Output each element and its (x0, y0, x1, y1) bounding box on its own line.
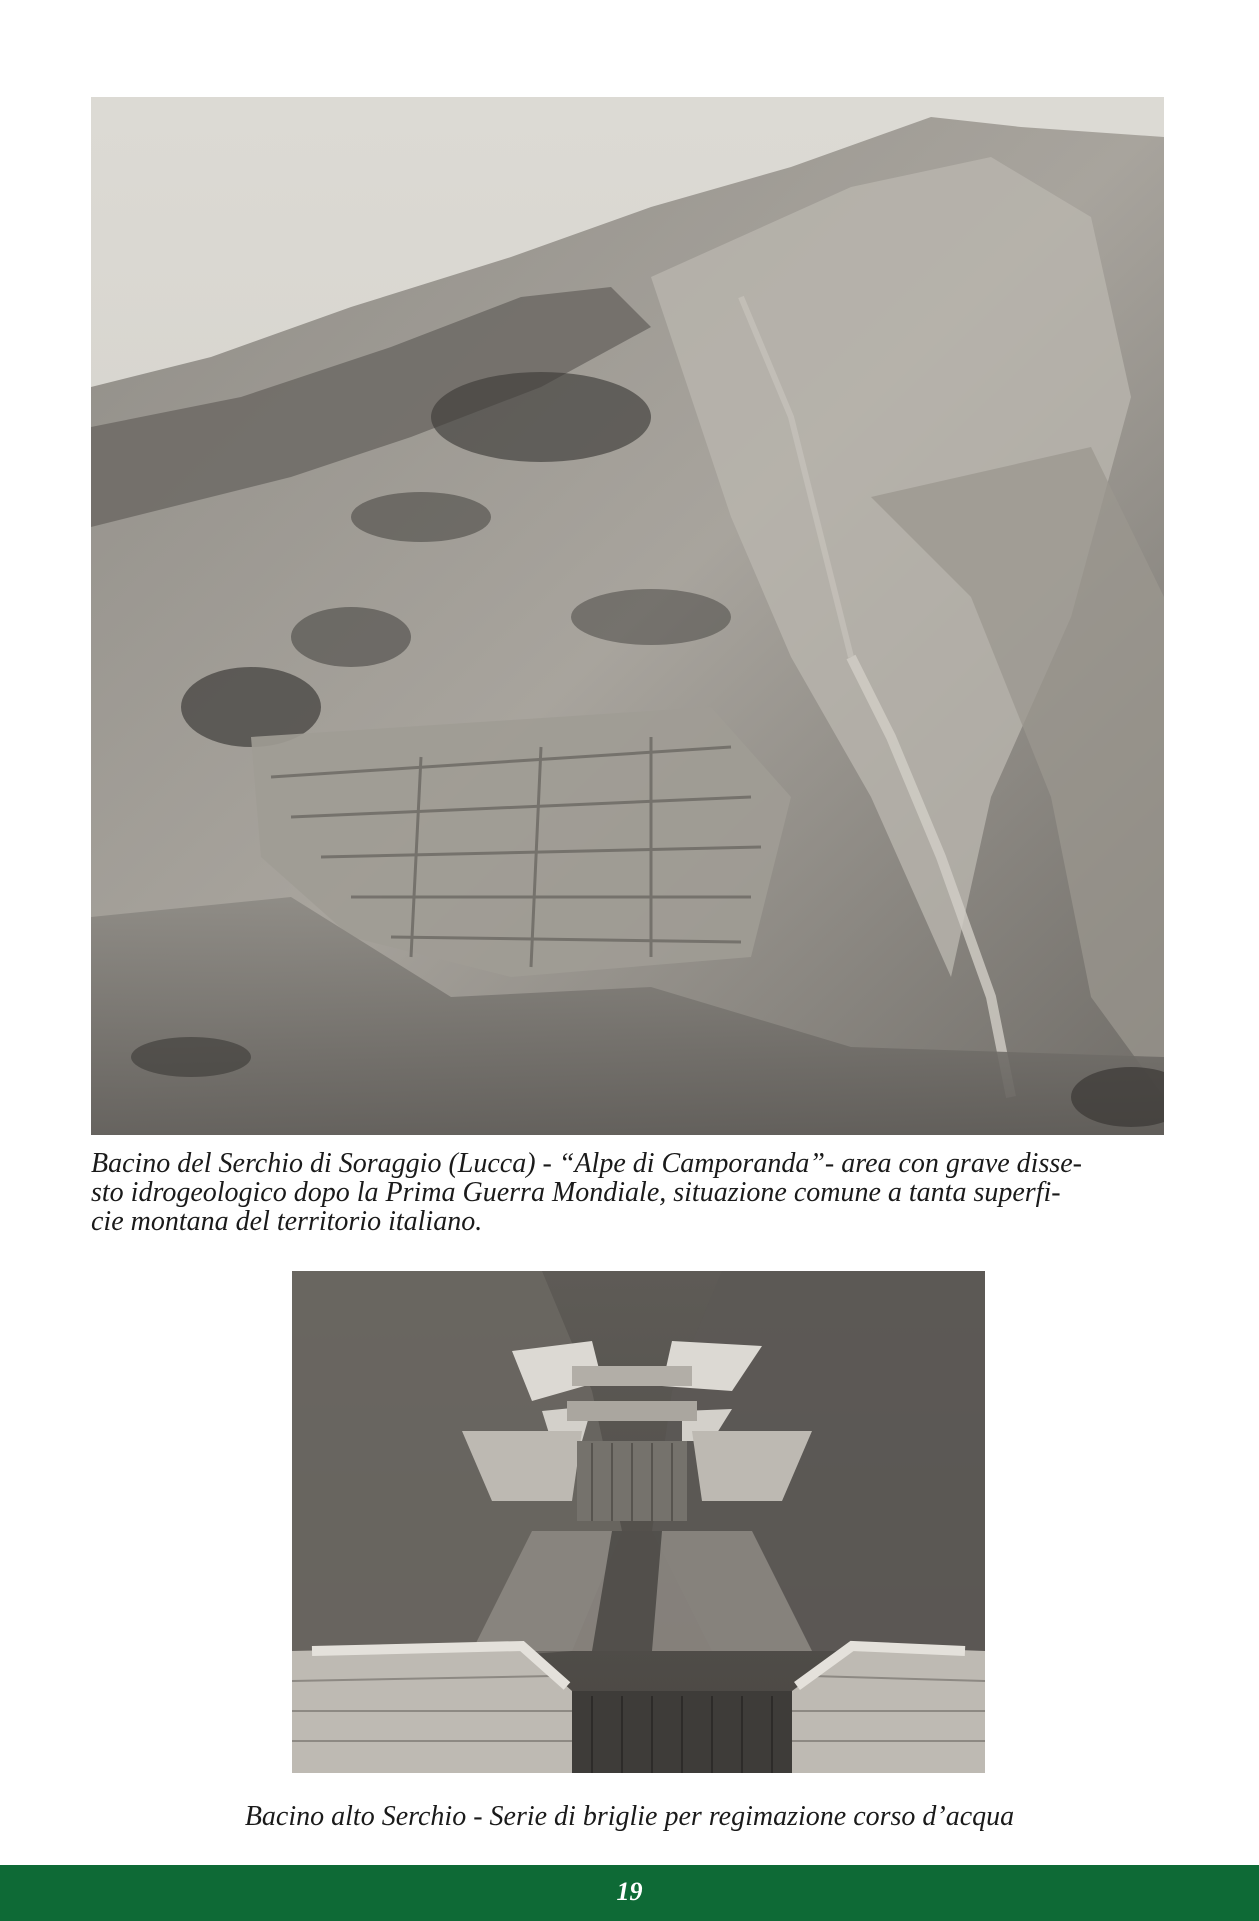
footer-bar (0, 1865, 1259, 1921)
caption-top-line-2: sto idrogeologico dopo la Prima Guerra Mondiale, situazione comune a tanta superfi- (91, 1177, 1061, 1208)
caption-top (91, 1149, 1166, 1236)
page-number: 19 (616, 1877, 643, 1906)
photo-mountain-slope-image (91, 97, 1164, 1135)
photo-check-dams (292, 1271, 985, 1773)
photo-check-dams-image (292, 1271, 985, 1773)
photo-mountain-slope (91, 97, 1164, 1135)
caption-top-line-3: cie montana del territorio italiano. (91, 1206, 483, 1237)
caption-top-line-1: Bacino del Serchio di Soraggio (Lucca) - “Alpe di Camporanda”- area con grave disse- (91, 1148, 1083, 1179)
caption-bottom: Bacino alto Serchio - Serie di briglie per regimazione corso d’acqua (244, 1801, 1015, 1832)
